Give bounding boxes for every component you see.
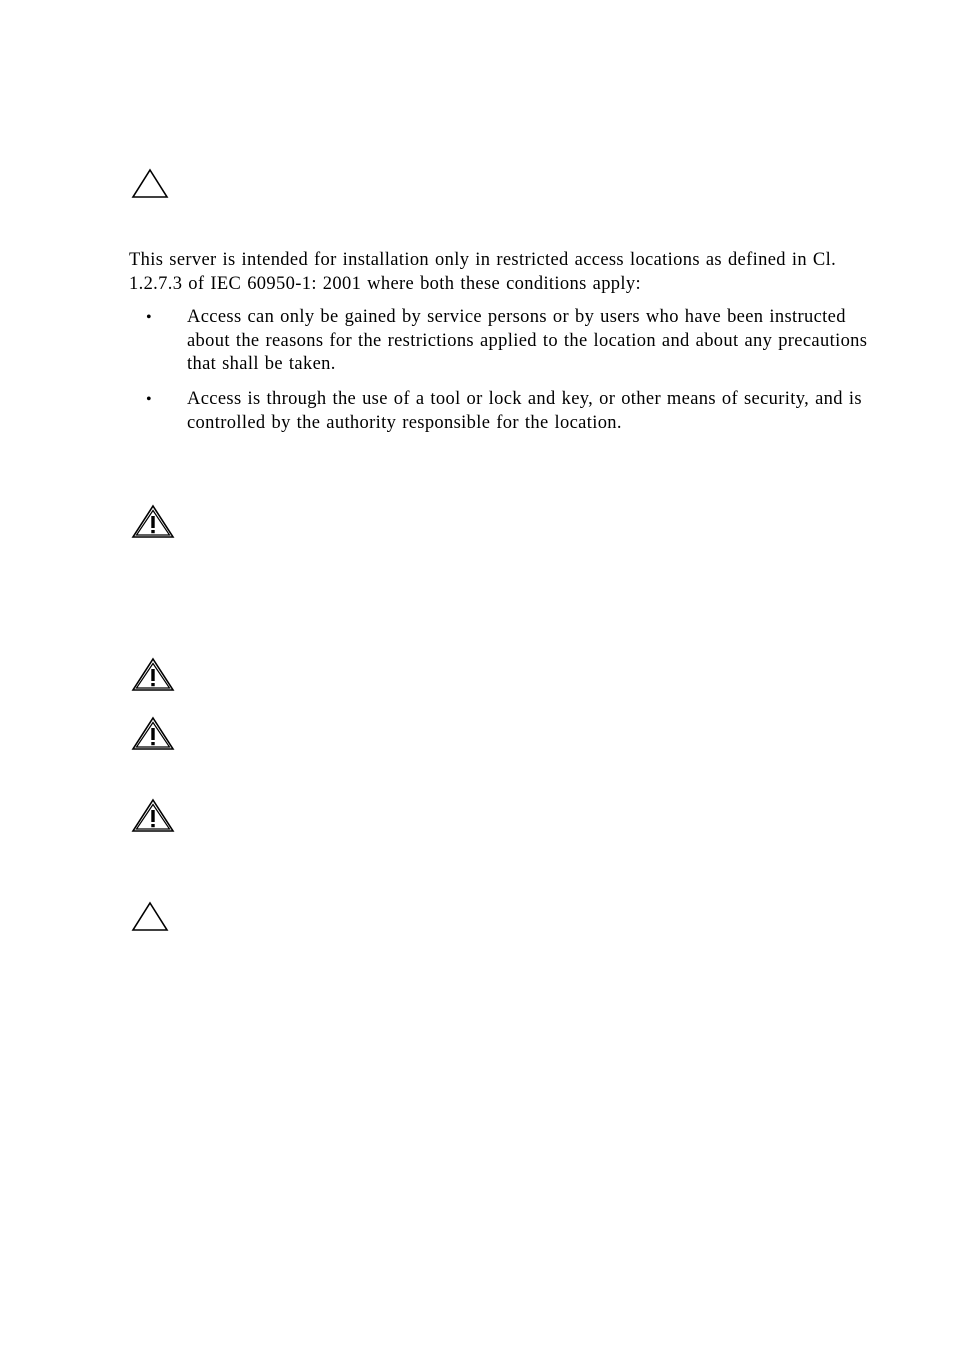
warning-triangle-icon [131, 716, 175, 752]
warning-triangle-icon [131, 798, 175, 834]
bullet-marker: • [146, 309, 152, 326]
warning-triangle-icon [131, 504, 175, 540]
bullet-marker: • [146, 391, 152, 408]
condition-item: Access is through the use of a tool or lock and key, or other means of security, and is controlled by the authority responsible for the location. [187, 389, 862, 433]
caution-triangle-icon [131, 901, 169, 933]
warning-triangle-icon [131, 657, 175, 693]
restricted-access-paragraph: This server is intended for installation only in restricted access locations as defined in Cl. 1.2.7.3 of IEC 60950-1: 2001 where both these conditions apply: [129, 250, 837, 294]
caution-triangle-icon [131, 168, 169, 200]
condition-item: Access can only be gained by service persons or by users who have been instructed about the reasons for the restrictions applied to the location and about any precautions that shall be taken. [187, 307, 868, 374]
